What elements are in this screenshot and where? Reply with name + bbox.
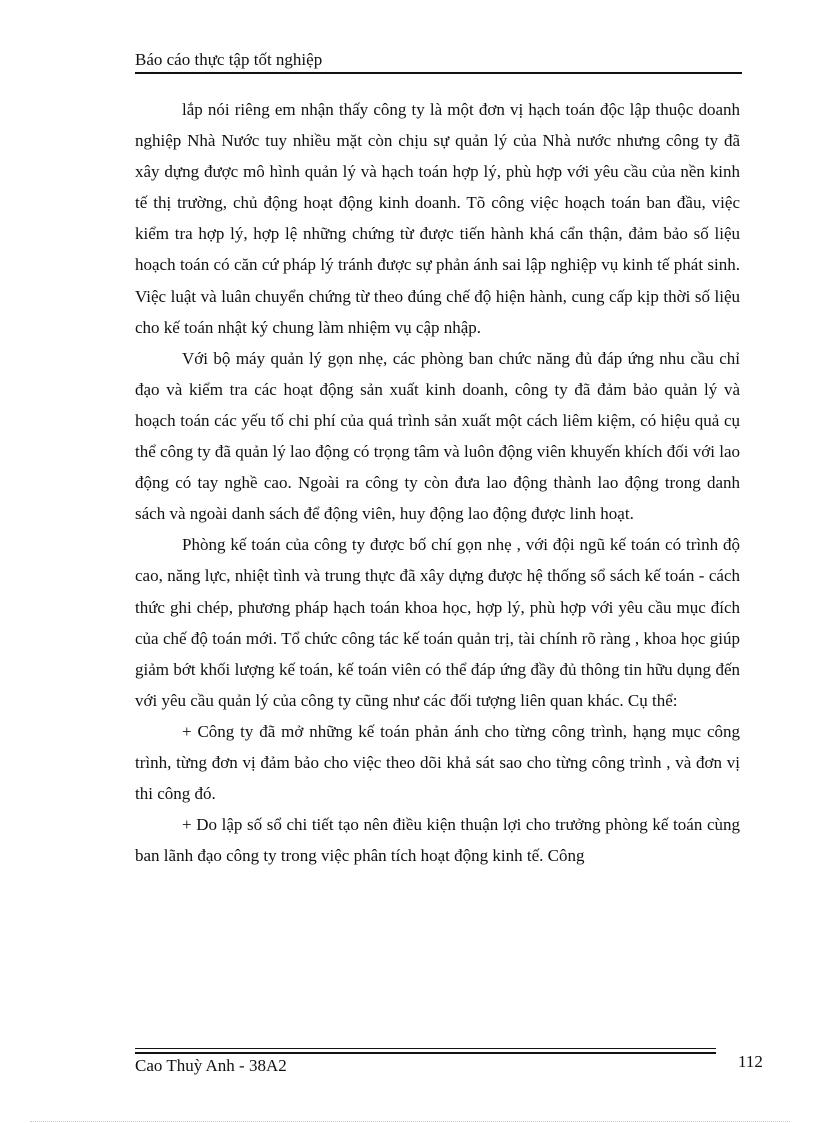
- footer-author: Cao Thuỳ Anh - 38A2: [135, 1056, 287, 1075]
- paragraph-3: Phòng kế toán của công ty được bố chí gọn nhẹ , với đội ngũ kế toán có trình độ cao, năng lực, nhiệt tình và trung thực đã xây dựng được hệ thống sổ sách kế toán - cách thức ghi chép, phương pháp hạch toán khoa học, hợp lý, phù hợp với yêu cầu mục đích của chế độ toán mới. Tổ chức công tác kế toán quản trị, tài chính rõ ràng , khoa học giúp giảm bớt khối lượng kế toán, kế toán viên có thể đáp ứng đầy đủ thông tin hữu dụng đến với yêu cầu quản lý của công ty cũng như các đối tượng liên quan khác. Cụ thể:: [135, 535, 740, 710]
- body-text: [135, 94, 740, 871]
- paragraph-4: + Công ty đã mở những kế toán phản ánh cho từng công trình, hạng mục công trình, từng đơn vị đảm bảo cho việc theo dõi khả sát sao cho từng công trình , và đơn vị thi công đó.: [135, 721, 740, 804]
- paragraph-5: + Do lập số sổ chi tiết tạo nên điều kiện thuận lợi cho trưởng phòng kế toán cùng ban lãnh đạo công ty trong việc phân tích hoạt động kinh tế. Công: [135, 815, 740, 866]
- page-number: 112: [738, 1052, 763, 1071]
- paragraph-2: Với bộ máy quản lý gọn nhẹ, các phòng ban chức năng đủ đáp ứng nhu cầu chỉ đạo và kiểm tra các hoạt động sản xuất kinh doanh, công ty đã đảm bảo quản lý và hoạch toán các yếu tố chi phí của quá trình sản xuất một cách liêm kiệm, có hiệu quả cụ thể công ty đã quản lý lao động có trọng tâm và luôn động viên khuyến khích đối với lao động có tay nghề cao. Ngoài ra công ty còn đưa lao động thành lao động trong danh sách và ngoài danh sách để động viên, huy động lao động được linh hoạt.: [135, 348, 740, 524]
- page-header: [135, 50, 742, 74]
- paragraph-1: lắp nói riêng em nhận thấy công ty là một đơn vị hạch toán độc lập thuộc doanh nghiệp Nhà Nước tuy nhiều mặt còn chịu sự quản lý của Nhà nước nhưng công ty đã xây dựng được mô hình quản lý và hạch toán hợp lý, phù hợp với yêu cầu của nền kinh tế thị trường, chủ động hoạt động kinh doanh. Tõ công việc hoạch toán ban đầu, việc kiểm tra hợp lý, hợp lệ những chứng từ được tiến hành khá cẩn thận, đảm bảo số liệu hoạch toán có căn cứ pháp lý tránh được sự phản ánh sai lập nghiệp vụ kinh tế phát sinh. Việc luật và luân chuyển chứng từ theo đúng chế độ hiện hành, cung cấp kịp thời số liệu cho kế toán nhật ký chung làm nhiệm vụ cập nhập.: [135, 100, 740, 337]
- page-bottom-edge: [30, 1121, 790, 1122]
- footer-divider-thick: [135, 1052, 716, 1054]
- footer-divider-thin: [135, 1048, 716, 1049]
- header-title: Báo cáo thực tập tốt nghiệp: [135, 50, 323, 69]
